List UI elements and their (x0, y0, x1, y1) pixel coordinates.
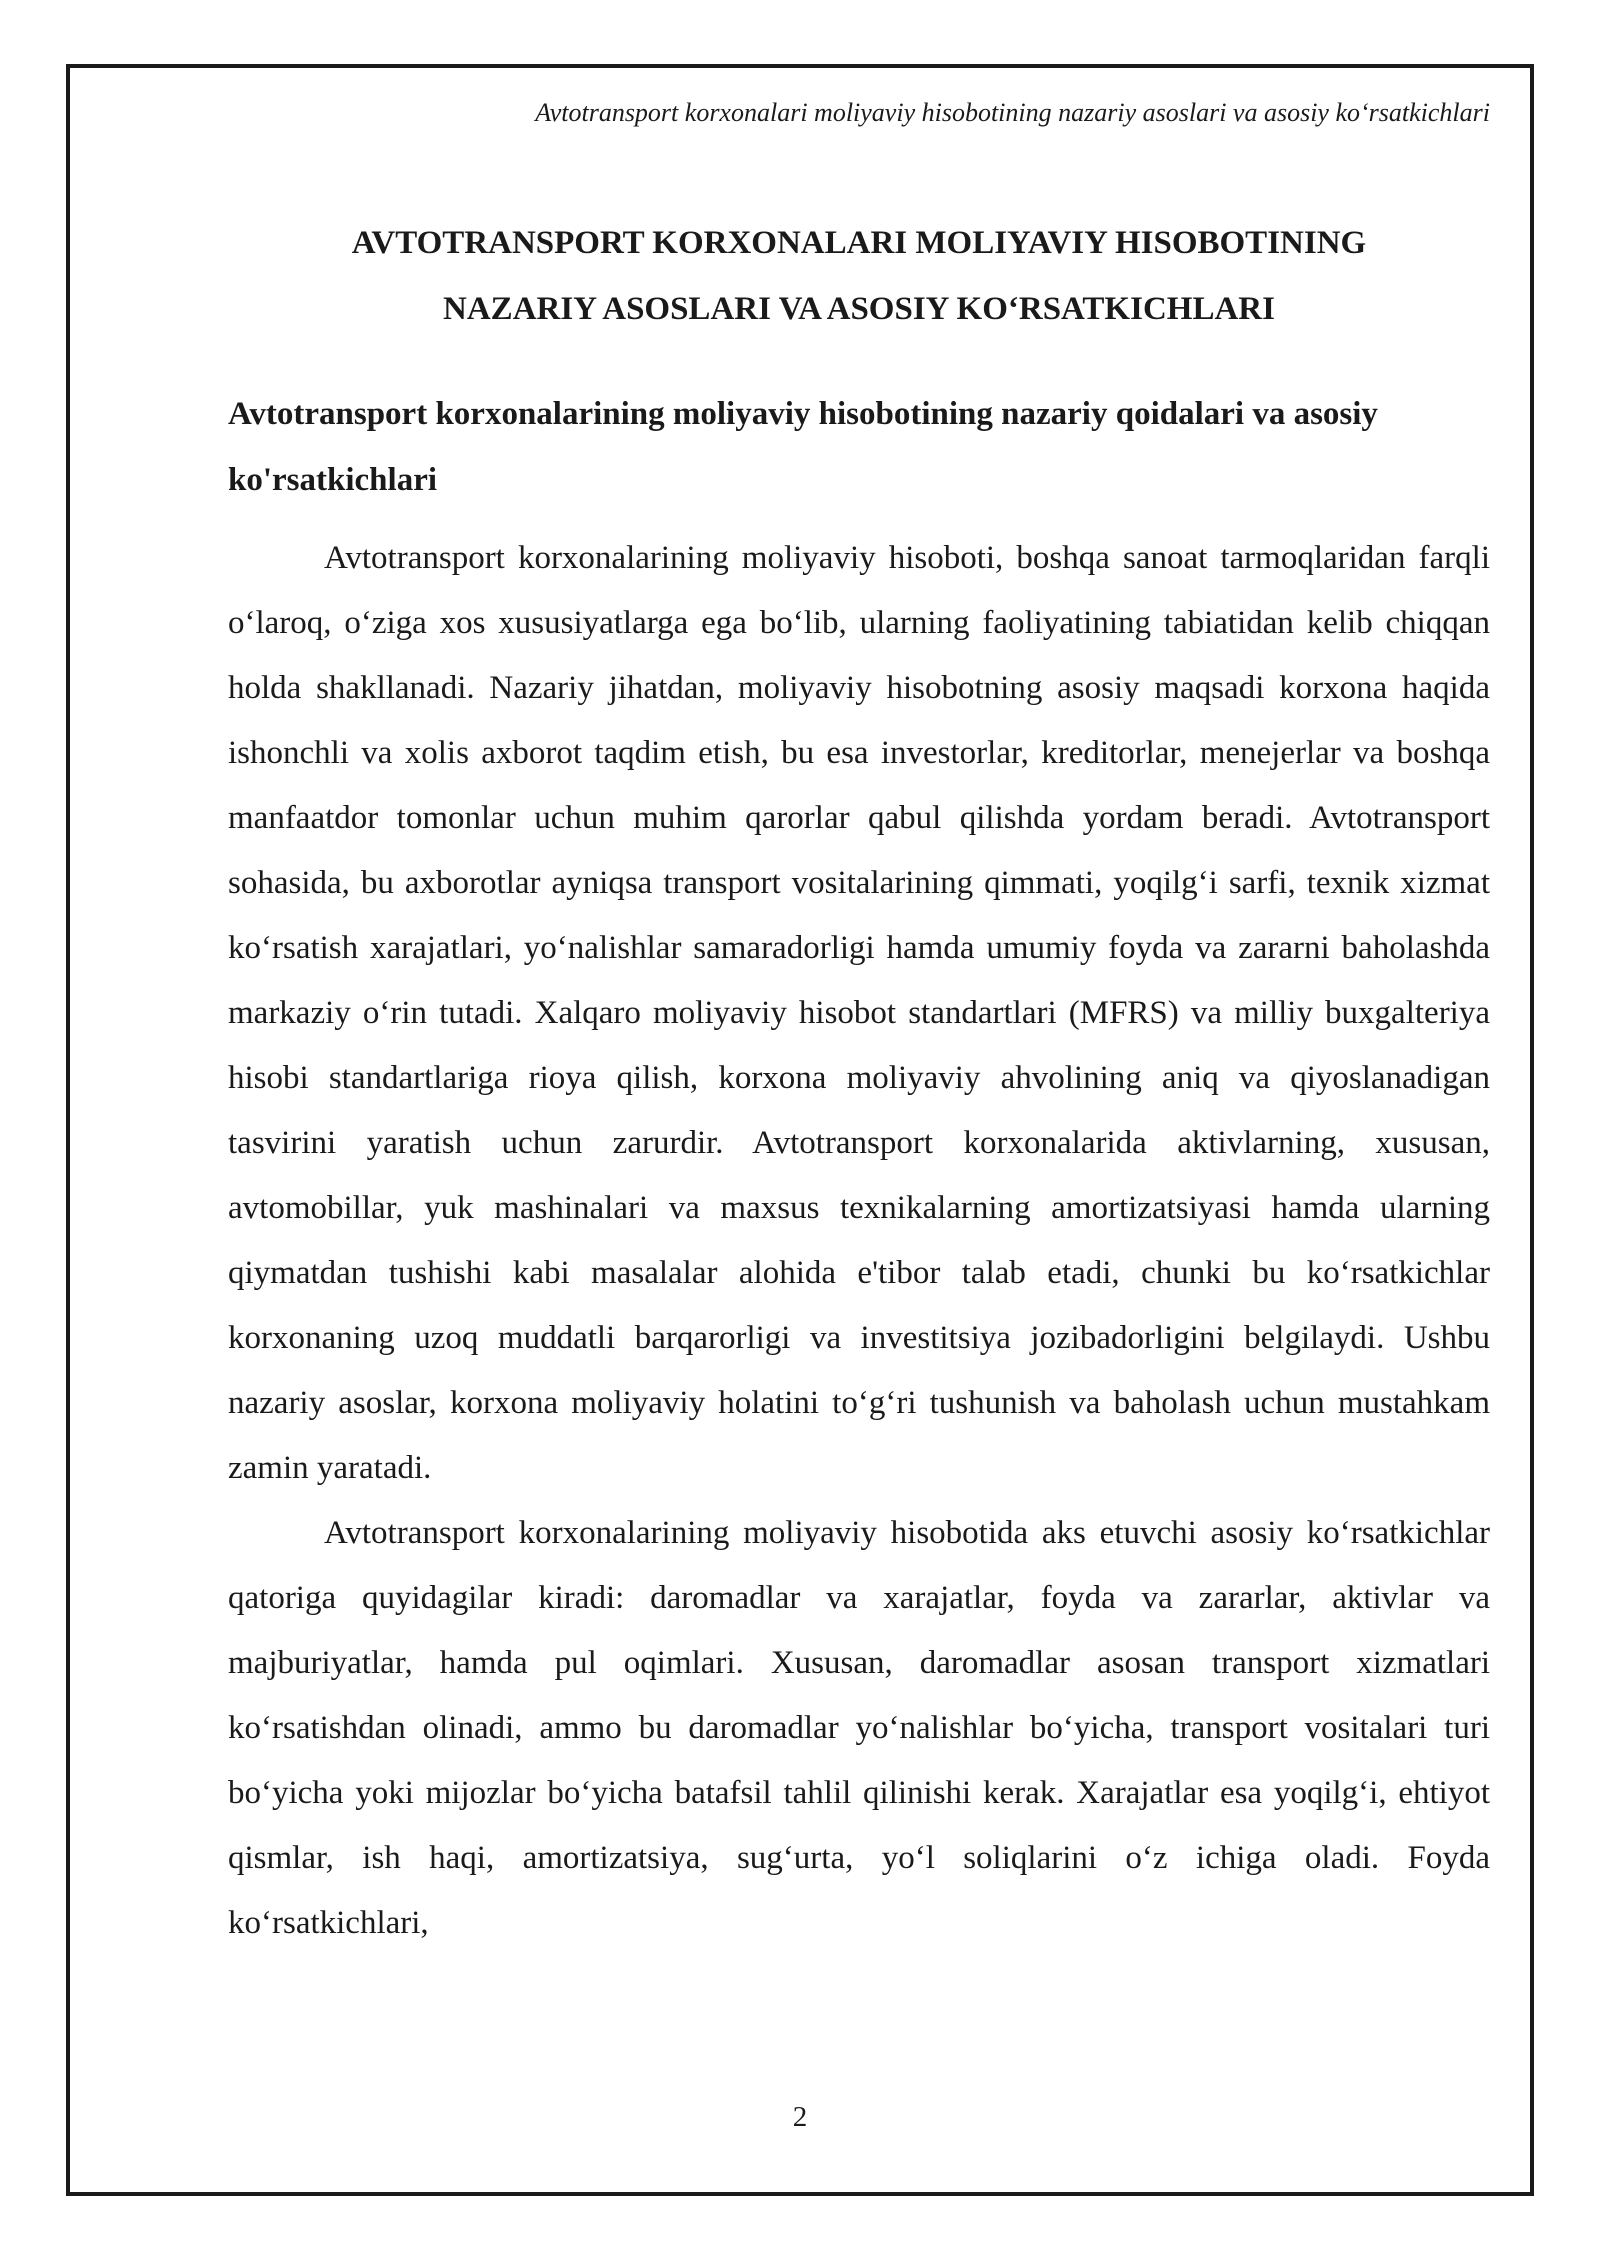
page-number: 2 (792, 2101, 808, 2133)
paragraph-2: Avtotransport korxonalarining moliyaviy hisobotida aks etuvchi asosiy ko‘rsatkichlar qatoriga quyidagilar kiradi: daromadlar va xarajatlar, foyda va zararlar, aktivlar va majburiyatlar, hamda pul oqimlari. Xususan, daromadlar asosan transport xizmatlari ko‘rsatishdan olinadi, ammo bu daromadlar yo‘nalishlar bo‘yicha, transport vositalari turi bo‘yicha yoki mijozlar bo‘yicha batafsil tahlil qilinishi kerak. Xarajatlar esa yoqilg‘i, ehtiyot qismlar, ish haqi, amortizatsiya, sug‘urta, yo‘l soliqlarini o‘z ichiga oladi. Foyda ko‘rsatkichlari, (228, 1515, 1490, 1941)
document-title (228, 210, 1490, 342)
section-heading: Avtotransport korxonalarining moliyaviy hisobotining nazariy qoidalari va asosiy ko'rsatkichlari (228, 396, 1378, 498)
paragraph-1: Avtotransport korxonalarining moliyaviy hisoboti, boshqa sanoat tarmoqlaridan farqli o‘laroq, o‘ziga xos xususiyatlarga ega bo‘lib, ularning faoliyatining tabiatidan kelib chiqqan holda shakllanadi. Nazariy jihatdan, moliyaviy hisobotning asosiy maqsadi korxona haqida ishonchli va xolis axborot taqdim etish, bu esa investorlar, kreditorlar, menejerlar va boshqa manfaatdor tomonlar uchun muhim qarorlar qabul qilishda yordam beradi. Avtotransport sohasida, bu axborotlar ayniqsa transport vositalarining qimmati, yoqilg‘i sarfi, texnik xizmat ko‘rsatish xarajatlari, yo‘nalishlar samaradorligi hamda umumiy foyda va zararni baholashda markaziy o‘rin tutadi. Xalqaro moliyaviy hisobot standartlari (MFRS) va milliy buxgalteriya hisobi standartlariga rioya qilish, korxona moliyaviy ahvolining aniq va qiyoslanadigan tasvirini yaratish uchun zarurdir. Avtotransport korxonalarida aktivlarning, xususan, avtomobillar, yuk mashinalari va maxsus texnikalarning amortizatsiyasi hamda ularning qiymatdan tushishi kabi masalalar alohida e'tibor talab etadi, chunki bu ko‘rsatkichlar korxonaning uzoq muddatli barqarorligi va investitsiya jozibadorligini belgilaydi. Ushbu nazariy asoslar, korxona moliyaviy holatini to‘g‘ri tushunish va baholash uchun mustahkam zamin yaratadi. (228, 540, 1490, 1486)
document-title-line-2: NAZARIY ASOSLARI VA ASOSIY KO‘RSATKICHLARI (443, 291, 1275, 327)
body-text (228, 526, 1490, 1956)
running-header: Avtotransport korxonalari moliyaviy hisobotining nazariy asoslari va asosiy ko‘rsatkichlari (535, 98, 1490, 127)
document-title-line-1: AVTOTRANSPORT KORXONALARI MOLIYAVIY HISOBOTINING (351, 225, 1367, 261)
